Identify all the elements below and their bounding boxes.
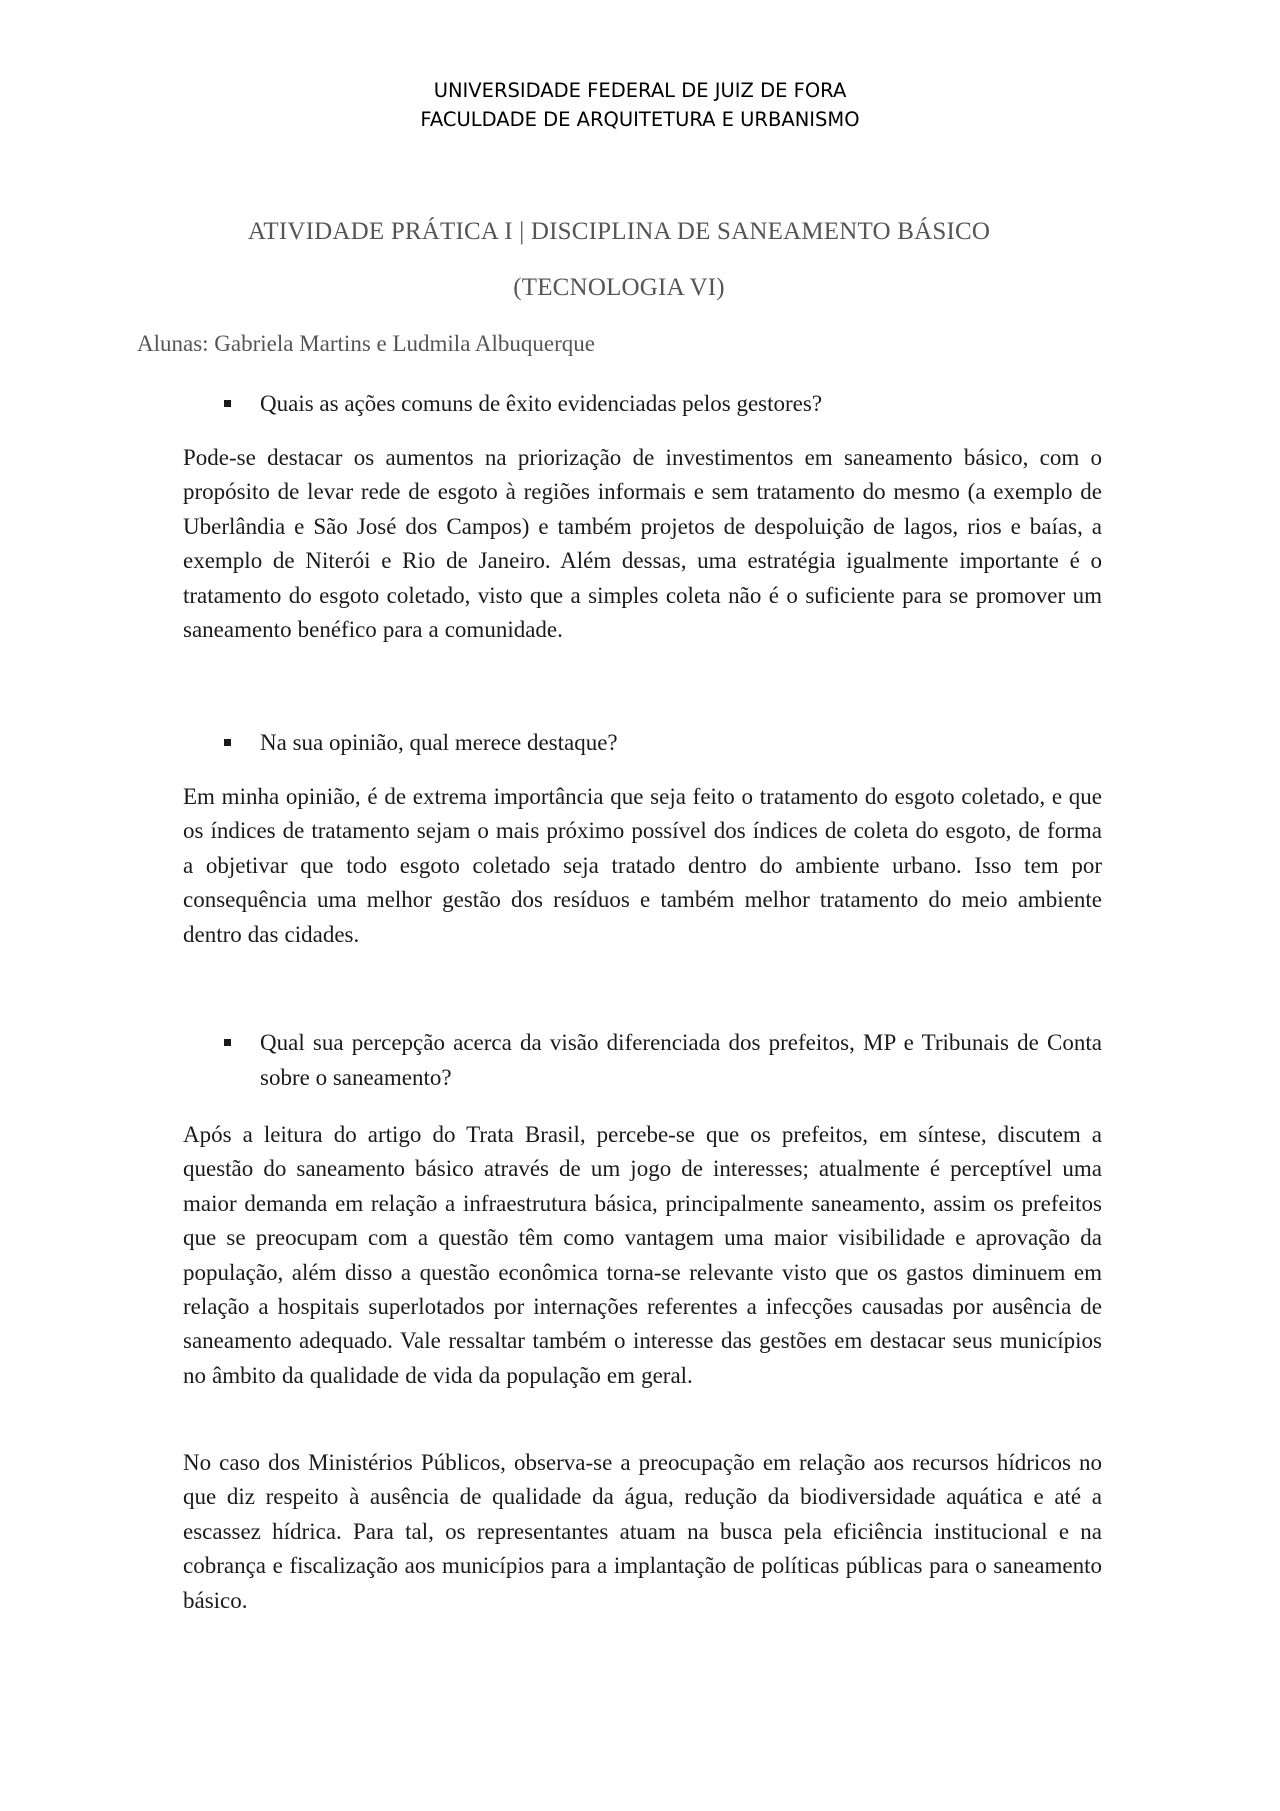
question-item bbox=[260, 387, 1102, 422]
square-bullet-icon bbox=[224, 739, 231, 746]
answer-paragraph: No caso dos Ministérios Públicos, observa-se a preocupação em relação aos recursos hídricos no que diz respeito à ausência de qualidade da água, redução da biodiversidade aquática e até a escassez hídrica. Para tal, os representantes atuam na busca pela eficiência institucional e na cobrança e fiscalização aos municípios para a implantação de políticas públicas para o saneamento básico. bbox=[183, 1450, 1102, 1613]
document-subtitle: (TECNOLOGIA VI) bbox=[513, 274, 725, 301]
question-text: Na sua opinião, qual merece destaque? bbox=[260, 730, 618, 755]
question-text: Qual sua percepção acerca da visão diferenciada dos prefeitos, MP e Tribunais de Conta sobre o saneamento? bbox=[260, 1030, 1102, 1090]
university-name: UNIVERSIDADE FEDERAL DE JUIZ DE FORA bbox=[433, 79, 847, 102]
question-item bbox=[260, 1026, 1102, 1095]
square-bullet-icon bbox=[224, 400, 231, 407]
question-item bbox=[260, 726, 1102, 761]
answer-paragraph: Pode-se destacar os aumentos na priorização de investimentos em saneamento básico, com o propósito de levar rede de esgoto à regiões informais e sem tratamento do mesmo (a exemplo de Uberlândia e São José dos Campos) e também projetos de despoluição de lagos, rios e baías, a exemplo de Niterói e Rio de Janeiro. Além dessas, uma estratégia igualmente importante é o tratamento do esgoto coletado, visto que a simples coleta não é o suficiente para se promover um saneamento benéfico para a comunidade. bbox=[183, 445, 1102, 643]
document-title: ATIVIDADE PRÁTICA I | DISCIPLINA DE SANEAMENTO BÁSICO bbox=[247, 218, 991, 245]
square-bullet-icon bbox=[224, 1039, 231, 1046]
faculty-name: FACULDADE DE ARQUITETURA E URBANISMO bbox=[420, 108, 860, 131]
answer-paragraph: Após a leitura do artigo do Trata Brasil, percebe-se que os prefeitos, em síntese, discutem a questão do saneamento básico através de um jogo de interesses; atualmente é perceptível uma maior demanda em relação a infraestrutura básica, principalmente saneamento, assim os prefeitos que se preocupam com a questão têm como vantagem uma maior visibilidade e aprovação da população, além disso a questão econômica torna-se relevante visto que os gastos diminuem em relação a hospitais superlotados por internações referentes a infecções causadas por ausência de saneamento adequado. Vale ressaltar também o interesse das gestões em destacar seus municípios no âmbito da qualidade de vida da população em geral. bbox=[183, 1122, 1102, 1388]
answer-paragraph: Em minha opinião, é de extrema importância que seja feito o tratamento do esgoto coletado, e que os índices de tratamento sejam o mais próximo possível dos índices de coleta do esgoto, de forma a objetivar que todo esgoto coletado seja tratado dentro do ambiente urbano. Isso tem por consequência uma melhor gestão dos resíduos e também melhor tratamento do meio ambiente dentro das cidades. bbox=[183, 784, 1102, 947]
question-text: Quais as ações comuns de êxito evidenciadas pelos gestores? bbox=[260, 391, 823, 416]
students-line: Alunas: Gabriela Martins e Ludmila Albuquerque bbox=[137, 331, 595, 356]
